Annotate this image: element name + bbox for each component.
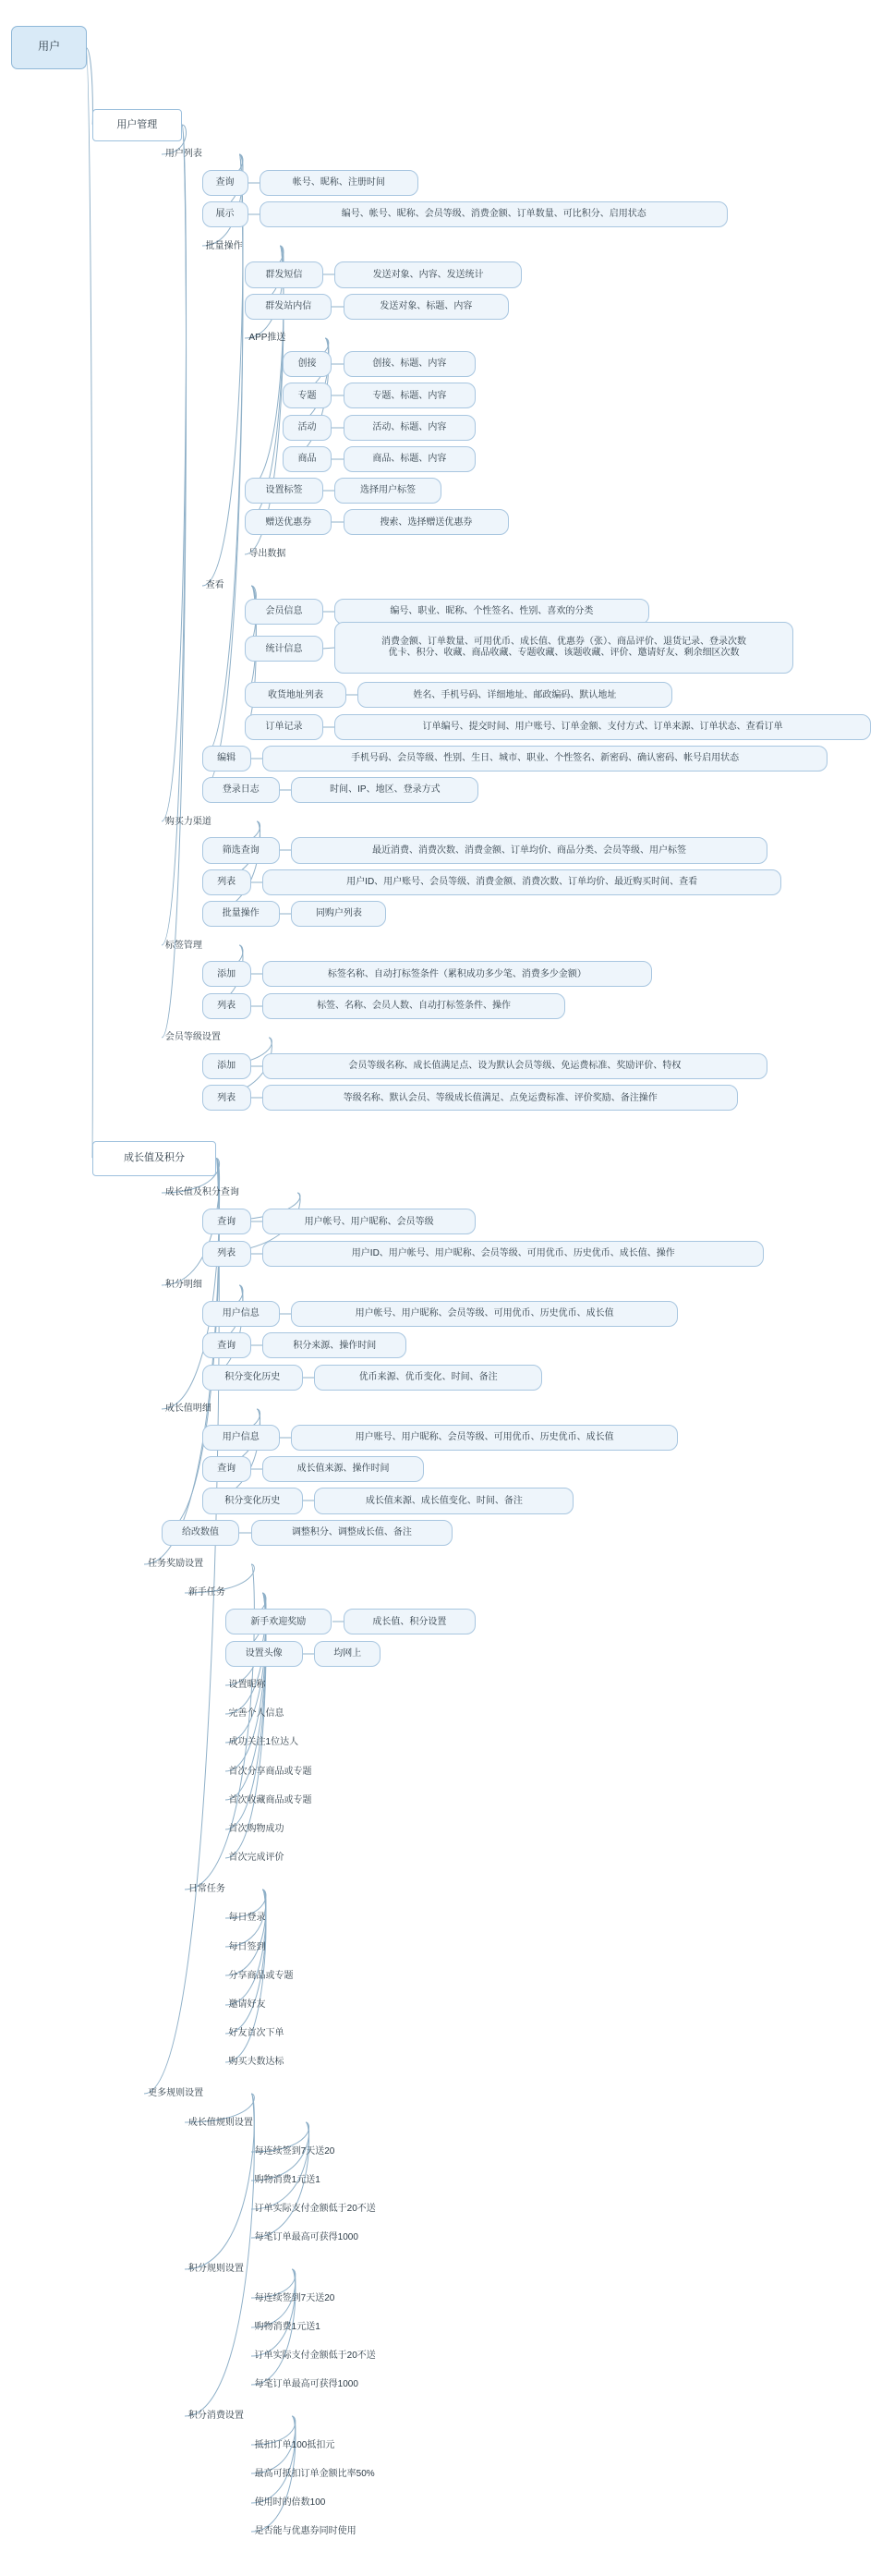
mindmap-node-c-filter-v[interactable]: 最近消费、消费次数、消费金额、订单均价、商品分类、会员等级、用户标签	[291, 837, 767, 863]
mindmap-node-gr-3[interactable]: 订单实际支付金额低于20不送	[254, 2204, 376, 2215]
mindmap-node-l-add-v[interactable]: 会员等级名称、成长值满足点、设为默认会员等级、免运费标准、奖励评价、特权	[262, 1053, 767, 1079]
mindmap-node-d-invite[interactable]: 邀请好友	[228, 1999, 266, 2010]
mindmap-node-pr-1[interactable]: 每连续签到7天送20	[254, 2292, 335, 2303]
mindmap-node-v-stat[interactable]: 统计信息	[245, 636, 322, 662]
mindmap-node-b-inmsg-v[interactable]: 发送对象、标题、内容	[344, 294, 510, 320]
mindmap-node-ul-show[interactable]: 展示	[202, 201, 248, 227]
mindmap-node-c-batch-v[interactable]: 同购户列表	[291, 901, 386, 927]
mindmap-node-newbie[interactable]: 新手任务	[187, 1587, 225, 1598]
mindmap-node-ul-query-v[interactable]: 帐号、昵称、注册时间	[260, 170, 418, 196]
mindmap-node-l-add[interactable]: 添加	[202, 1053, 251, 1079]
mindmap-node-root[interactable]: 用户	[11, 26, 86, 69]
mindmap-node-pu-2[interactable]: 最高可抵扣订单金额比率50%	[254, 2468, 375, 2479]
mindmap-node-nb-follow[interactable]: 成功关注1位达人	[228, 1737, 299, 1748]
mindmap-node-pd-query-v[interactable]: 积分来源、操作时间	[262, 1332, 406, 1358]
mindmap-node-gr-2[interactable]: 购物消费1元送1	[254, 2174, 320, 2185]
mindmap-node-view[interactable]: 查看	[205, 580, 224, 591]
mindmap-node-v-addr-v[interactable]: 姓名、手机号码、详细地址、邮政编码、默认地址	[357, 682, 671, 708]
mindmap-node-l-list[interactable]: 列表	[202, 1085, 251, 1111]
mindmap-node-gq-list[interactable]: 列表	[202, 1241, 251, 1267]
mindmap-node-channel[interactable]: 购买力渠道	[164, 816, 211, 827]
mindmap-node-b-push-link[interactable]: 创接	[283, 351, 332, 377]
mindmap-node-levelset[interactable]: 会员等级设置	[164, 1032, 221, 1043]
mindmap-node-pd[interactable]: 积分明细	[164, 1280, 202, 1291]
mindmap-node-nb-fav[interactable]: 首次收藏商品或专题	[228, 1794, 312, 1805]
mindmap-node-b-push-goods[interactable]: 商品	[283, 446, 332, 472]
mindmap-node-nb-avatar[interactable]: 设置头像	[225, 1641, 303, 1667]
mindmap-node-ul-show-v[interactable]: 编号、帐号、昵称、会员等级、消费金额、订单数量、可比积分、启用状态	[260, 201, 728, 227]
mindmap-node-nb-review[interactable]: 首次完成评价	[228, 1853, 284, 1864]
mindmap-node-gd[interactable]: 成长值明细	[164, 1403, 211, 1415]
mindmap-node-pr-3[interactable]: 订单实际支付金额低于20不送	[254, 2350, 376, 2361]
mindmap-node-edit-v[interactable]: 手机号码、会员等级、性别、生日、城市、职业、个性签名、新密码、确认密码、帐号启用状态	[262, 746, 828, 772]
mindmap-node-nb-buy[interactable]: 首次购物成功	[228, 1823, 284, 1834]
mindmap-node-gr-1[interactable]: 每连续签到7天送20	[254, 2145, 335, 2157]
mindmap-node-pr-4[interactable]: 每笔订单最高可获得1000	[254, 2379, 358, 2390]
mindmap-node-t-add[interactable]: 添加	[202, 961, 251, 987]
mindmap-node-gq-query-v[interactable]: 用户帐号、用户昵称、会员等级	[262, 1209, 476, 1234]
mindmap-node-d-sign[interactable]: 每日签到	[228, 1941, 266, 1952]
mindmap-node-gr-4[interactable]: 每笔订单最高可获得1000	[254, 2232, 358, 2243]
mindmap-node-growthrule[interactable]: 成长值规则设置	[187, 2117, 253, 2128]
mindmap-node-gd-query[interactable]: 查询	[202, 1456, 251, 1482]
mindmap-node-pointuse[interactable]: 积分消费设置	[187, 2411, 244, 2422]
mindmap-node-c-batch[interactable]: 批量操作	[202, 901, 280, 927]
mindmap-node-t-add-v[interactable]: 标签名称、自动打标签条件（累积成功多少笔、消费多少金额）	[262, 961, 652, 987]
mindmap-node-pu-1[interactable]: 抵扣订单100抵扣元	[254, 2439, 335, 2450]
mindmap-node-v-order[interactable]: 订单记录	[245, 714, 322, 740]
mindmap-node-batch[interactable]: 批量操作	[205, 240, 243, 251]
mindmap-node-pd-hist[interactable]: 积分变化历史	[202, 1365, 303, 1391]
mindmap-node-b-push-act[interactable]: 活动	[283, 415, 332, 441]
mindmap-node-v-member[interactable]: 会员信息	[245, 599, 322, 625]
mindmap-node-c-list-v[interactable]: 用户ID、用户账号、会员等级、消费金额、消费次数、订单均价、最近购买时间、查看	[262, 869, 781, 895]
mindmap-node-pd-user-v[interactable]: 用户帐号、用户昵称、会员等级、可用优币、历史优币、成长值	[291, 1301, 677, 1327]
mindmap-node-pr-2[interactable]: 购物消费1元送1	[254, 2321, 320, 2332]
mindmap-node-gq-list-v[interactable]: 用户ID、用户帐号、用户昵称、会员等级、可用优币、历史优币、成长值、操作	[262, 1241, 764, 1267]
mindmap-node-b-coupon[interactable]: 赠送优惠券	[245, 509, 332, 535]
mindmap-node-b-push-goods-v[interactable]: 商品、标题、内容	[344, 446, 477, 472]
mindmap-node-b-inmsg[interactable]: 群发站内信	[245, 294, 332, 320]
mindmap-node-pd-hist-v[interactable]: 优币来源、优币变化、时间、备注	[314, 1365, 542, 1391]
mindmap-node-v-member-v[interactable]: 编号、职业、昵称、个性签名、性别、喜欢的分类	[334, 599, 648, 625]
mindmap-node-b-sms[interactable]: 群发短信	[245, 261, 322, 287]
mindmap-node-nb-share[interactable]: 首次分享商品或专题	[228, 1766, 312, 1777]
mindmap-node-adjust-v[interactable]: 调整积分、调整成长值、备注	[251, 1520, 453, 1546]
mindmap-node-growth[interactable]: 成长值及积分	[92, 1141, 216, 1175]
mindmap-node-b-tag[interactable]: 设置标签	[245, 478, 322, 504]
mindmap-node-v-stat-v[interactable]: 消费金额、订单数量、可用优币、成长值、优惠券（张）、商品评价、退货记录、登录次数 优卡、积分、收藏、商品收藏、专题收藏、该题收藏、评价、邀请好友、剩余细区次数	[334, 622, 792, 674]
mindmap-node-v-addr[interactable]: 收货地址列表	[245, 682, 345, 708]
mindmap-node-d-share[interactable]: 分享商品或专题	[228, 1970, 294, 1981]
mindmap-node-ul-query[interactable]: 查询	[202, 170, 248, 196]
mindmap-node-nb-nick[interactable]: 设置昵称	[228, 1680, 266, 1691]
mindmap-node-pu-4[interactable]: 是否能与优惠券同时使用	[254, 2525, 356, 2536]
mindmap-node-l-list-v[interactable]: 等级名称、默认会员、等级成长值满足、点免运费标准、评价奖励、备注操作	[262, 1085, 738, 1111]
mindmap-node-edit[interactable]: 编辑	[202, 746, 251, 772]
mindmap-node-pu-3[interactable]: 使用时的倍数100	[254, 2497, 326, 2508]
mindmap-node-t-list[interactable]: 列表	[202, 993, 251, 1019]
mindmap-node-b-tag-v[interactable]: 选择用户标签	[334, 478, 441, 504]
mindmap-node-d-target[interactable]: 购买夫数达标	[228, 2057, 284, 2068]
mindmap-node-t-list-v[interactable]: 标签、名称、会员人数、自动打标签条件、操作	[262, 993, 565, 1019]
mindmap-node-tagmgmt[interactable]: 标签管理	[164, 940, 202, 951]
mindmap-node-pointrule[interactable]: 积分规则设置	[187, 2264, 244, 2275]
mindmap-node-b-push-act-v[interactable]: 活动、标题、内容	[344, 415, 477, 441]
mindmap-node-daily[interactable]: 日常任务	[187, 1884, 225, 1895]
mindmap-node-pd-query[interactable]: 查询	[202, 1332, 251, 1358]
mindmap-node-nb-profile[interactable]: 完善个人信息	[228, 1708, 284, 1719]
mindmap-node-adjust[interactable]: 给改数值	[162, 1520, 239, 1546]
mindmap-node-d-login[interactable]: 每日登录	[228, 1913, 266, 1924]
mindmap-node-userlist[interactable]: 用户列表	[164, 148, 202, 159]
mindmap-node-b-push-link-v[interactable]: 创接、标题、内容	[344, 351, 477, 377]
mindmap-node-b-push[interactable]: APP推送	[248, 333, 286, 344]
mindmap-node-b-push-topic[interactable]: 专题	[283, 383, 332, 408]
mindmap-node-gq-query[interactable]: 查询	[202, 1209, 251, 1234]
mindmap-node-gd-query-v[interactable]: 成长值来源、操作时间	[262, 1456, 424, 1482]
mindmap-node-c-filter[interactable]: 筛选查询	[202, 837, 280, 863]
mindmap-node-taskreward[interactable]: 任务奖励设置	[148, 1559, 204, 1570]
mindmap-node-v-order-v[interactable]: 订单编号、提交时间、用户账号、订单金额、支付方式、订单来源、订单状态、查看订单	[334, 714, 871, 740]
mindmap-node-nb-avatar-v[interactable]: 均网上	[314, 1641, 381, 1667]
mindmap-node-gd-user-v[interactable]: 用户账号、用户昵称、会员等级、可用优币、历史优币、成长值	[291, 1425, 677, 1451]
mindmap-node-loginlog-v[interactable]: 时间、IP、地区、登录方式	[291, 777, 478, 803]
mindmap-node-morerule[interactable]: 更多规则设置	[148, 2088, 204, 2099]
mindmap-node-gq[interactable]: 成长值及积分查询	[164, 1187, 239, 1198]
mindmap-node-gd-hist-v[interactable]: 成长值来源、成长值变化、时间、备注	[314, 1488, 574, 1513]
mindmap-node-loginlog[interactable]: 登录日志	[202, 777, 280, 803]
mindmap-node-b-export[interactable]: 导出数据	[248, 548, 286, 559]
mindmap-node-user-mgmt[interactable]: 用户管理	[92, 109, 182, 140]
mindmap-node-d-first[interactable]: 好友首次下单	[228, 2028, 284, 2039]
mindmap-node-nb-welcome-v[interactable]: 成长值、积分设置	[344, 1609, 477, 1634]
mindmap-node-b-push-topic-v[interactable]: 专题、标题、内容	[344, 383, 477, 408]
mindmap-node-b-sms-v[interactable]: 发送对象、内容、发送统计	[334, 261, 522, 287]
mindmap-node-pd-user[interactable]: 用户信息	[202, 1301, 280, 1327]
mindmap-node-nb-welcome[interactable]: 新手欢迎奖励	[225, 1609, 332, 1634]
mindmap-node-b-coupon-v[interactable]: 搜索、选择赠送优惠券	[344, 509, 510, 535]
mindmap-node-c-list[interactable]: 列表	[202, 869, 251, 895]
mindmap-node-gd-user[interactable]: 用户信息	[202, 1425, 280, 1451]
mindmap-node-gd-hist[interactable]: 积分变化历史	[202, 1488, 303, 1513]
